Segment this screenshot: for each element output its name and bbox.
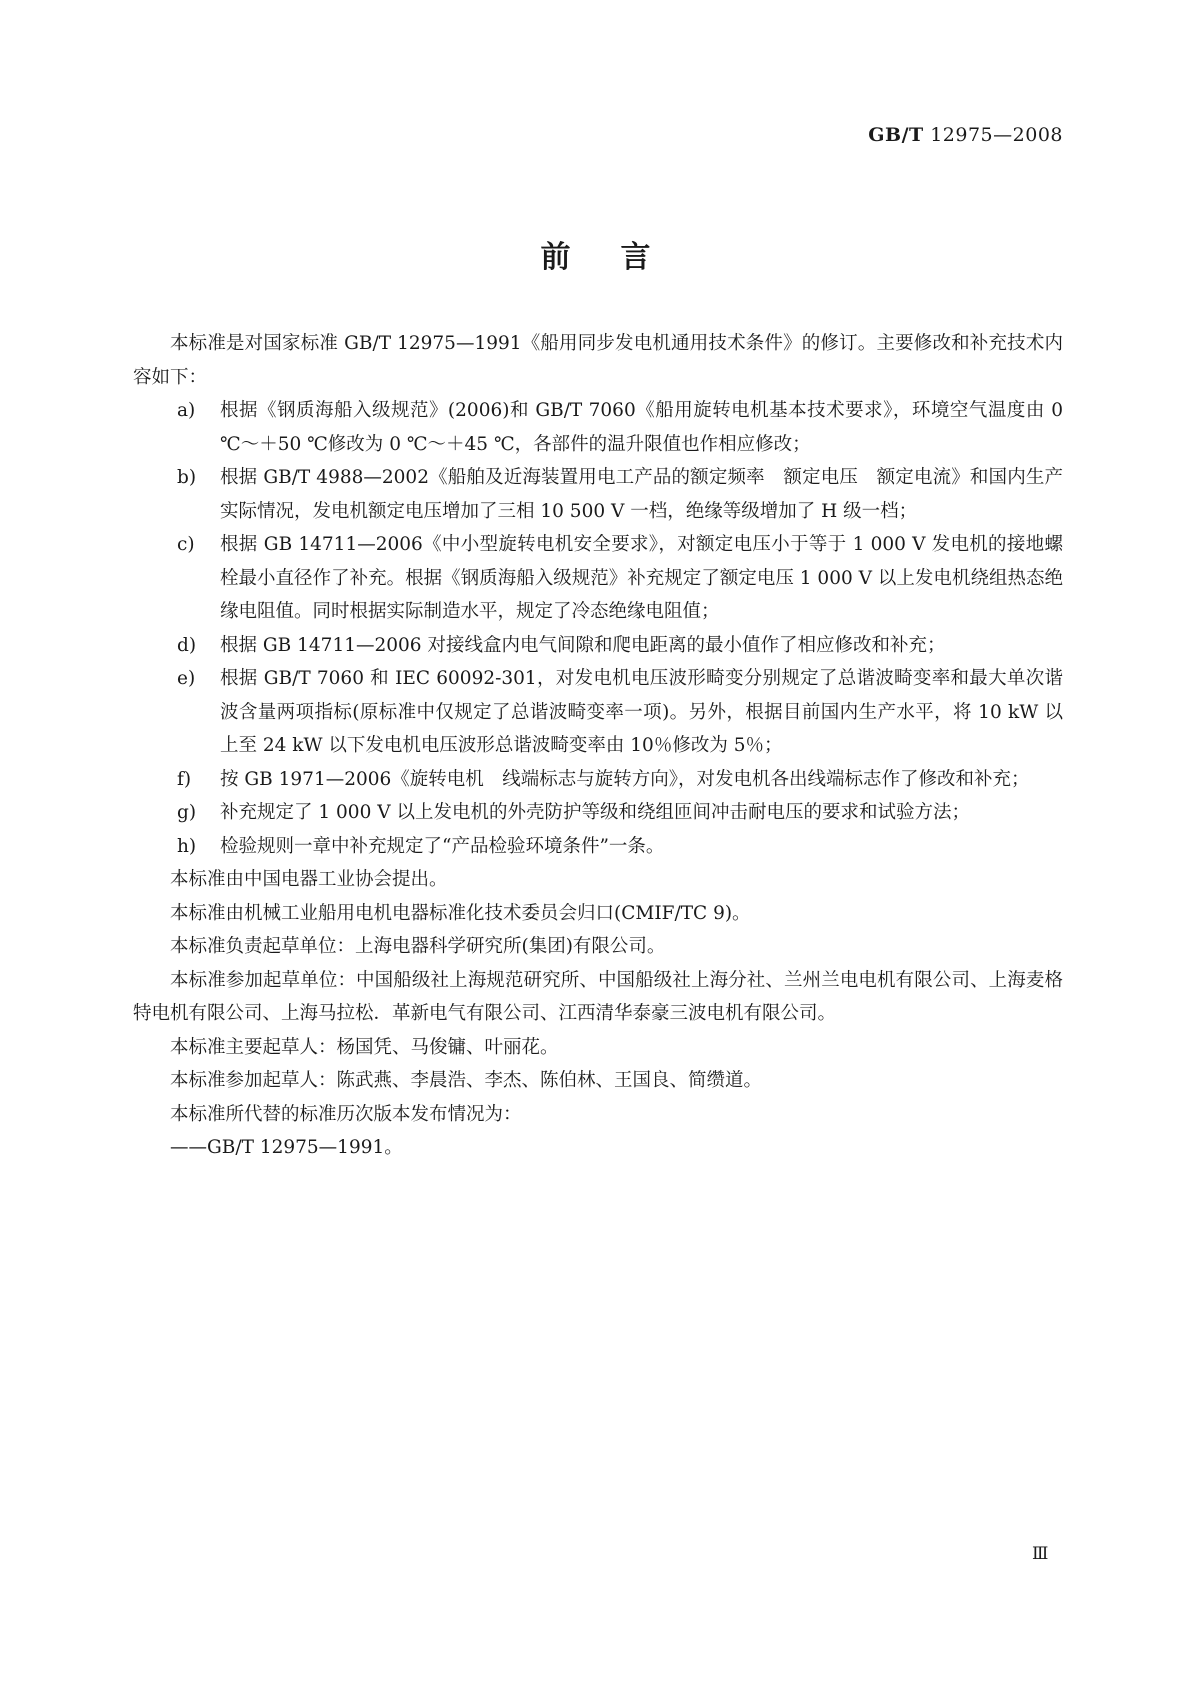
list-item: [133, 461, 1063, 528]
lead-drafter-unit-paragraph: 本标准负责起草单位：上海电器科学研究所(集团)有限公司。: [170, 936, 666, 957]
history-intro-paragraph: 本标准所代替的标准历次版本发布情况为：: [170, 1103, 522, 1125]
list-item: [133, 796, 1063, 830]
list-item: [133, 629, 1063, 663]
committee-paragraph: 本标准由机械工业船用电机电器标准化技术委员会归口(CMIF/TC 9)。: [170, 902, 751, 924]
list-item-label: c): [177, 534, 195, 555]
list-item-label: d): [177, 634, 197, 656]
list-item-label: a): [177, 400, 196, 421]
page-title: 前言: [540, 240, 701, 275]
page-number: Ⅲ: [1032, 1544, 1049, 1564]
list-item-label: e): [177, 668, 196, 689]
list-item-text: 按 GB 1971—2006《旋转电机 线端标志与旋转方向》，对发电机各出线端标志作了修改和补充；: [220, 768, 1030, 790]
list-item-text: 根据《钢质海船入级规范》(2006)和 GB/T 7060《船用旋转电机基本技术要求》，环境空气温度由 0 ℃～＋50 ℃修改为 0 ℃～＋45 ℃，各部件的温升限值也作相应修改；: [220, 400, 1063, 455]
participating-drafters-paragraph: 本标准参加起草人：陈武燕、李晨浩、李杰、陈伯林、王国良、简缵道。: [170, 1070, 763, 1091]
list-item-label: h): [177, 835, 197, 857]
list-item-text: 根据 GB/T 7060 和 IEC 60092-301，对发电机电压波形畸变分别规定了总谐波畸变率和最大单次谐波含量两项指标(原标准中仅规定了总谐波畸变率一项)。另外，根据目前国内生产水平，将 10 kW 以上至 24 kW 以下发电机电压波形总谐波畸变率由 10％修改为 5％；: [220, 668, 1063, 756]
list-item: [133, 763, 1063, 797]
list-item-text: 根据 GB 14711—2006 对接线盒内电气间隙和爬电距离的最小值作了相应修改和补充；: [220, 634, 946, 656]
list-item-text: 补充规定了 1 000 V 以上发电机的外壳防护等级和绕组匝间冲击耐电压的要求和试验方法；: [220, 802, 970, 823]
proposer-paragraph: 本标准由中国电器工业协会提出。: [170, 869, 448, 890]
list-item: [133, 662, 1063, 763]
intro-paragraph: 本标准是对国家标准 GB/T 12975—1991《船用同步发电机通用技术条件》的修订。主要修改和补充技术内容如下：: [133, 333, 1063, 388]
standard-code: [868, 124, 1063, 146]
list-item-label: b): [177, 467, 197, 488]
list-item: [133, 528, 1063, 629]
history-entry: ——GB/T 12975—1991。: [170, 1137, 403, 1158]
list-item: [133, 830, 1063, 864]
foreword-body: [133, 327, 1063, 1165]
main-drafters-paragraph: 本标准主要起草人：杨国凭、马俊镛、叶丽花。: [170, 1036, 559, 1058]
list-item-label: f): [177, 768, 192, 790]
standard-prefix: GB/T: [868, 124, 924, 146]
standard-number: 12975—2008: [930, 124, 1063, 146]
list-item-text: 根据 GB 14711—2006《中小型旋转电机安全要求》，对额定电压小于等于 1 000 V 发电机的接地螺栓最小直径作了补充。根据《钢质海船入级规范》补充规定了额定电压 1 000 V 以上发电机绕组热态绝缘电阻值。同时根据实际制造水平，规定了冷态绝缘电阻值；: [220, 534, 1063, 622]
participating-units-paragraph: 本标准参加起草单位：中国船级社上海规范研究所、中国船级社上海分社、兰州兰电电机有限公司、上海麦格特电机有限公司、上海马拉松．革新电气有限公司、江西清华泰豪三波电机有限公司。: [133, 969, 1063, 1024]
list-item-label: g): [177, 802, 197, 823]
list-item-text: 检验规则一章中补充规定了“产品检验环境条件”一条。: [220, 835, 665, 857]
list-item: [133, 394, 1063, 461]
list-item-text: 根据 GB/T 4988—2002《船舶及近海装置用电工产品的额定频率 额定电压 额定电流》和国内生产实际情况，发电机额定电压增加了三相 10 500 V 一档，绝缘等级增加了 H 级一档；: [220, 467, 1063, 522]
